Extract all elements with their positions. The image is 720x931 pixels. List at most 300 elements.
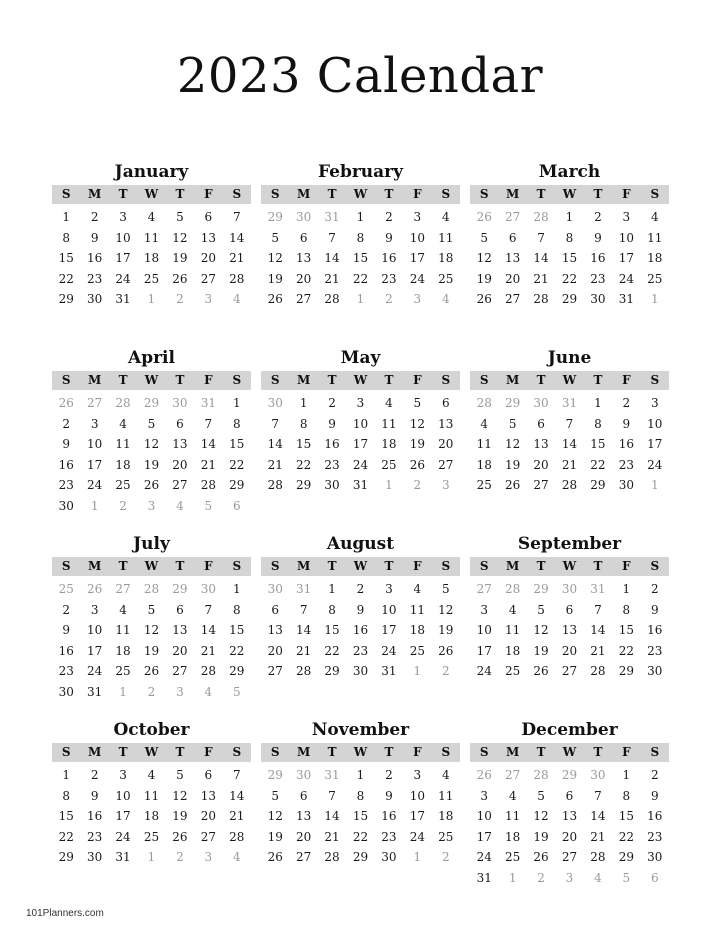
adjacent-month-day: 30: [267, 582, 283, 596]
day-cell: 18: [647, 251, 663, 265]
day-cell: 20: [172, 457, 188, 472]
day-cell: 6: [271, 602, 280, 617]
weekday-header: S: [650, 745, 660, 759]
day-cell: 2: [650, 768, 659, 782]
day-cell: 23: [86, 829, 103, 844]
day-cell: 4: [413, 582, 422, 596]
day-cell: 22: [590, 457, 606, 472]
day-cell: 11: [143, 230, 160, 245]
weekday-header: T: [593, 373, 603, 387]
adjacent-month-day: 31: [324, 768, 340, 782]
day-cell: 10: [476, 809, 492, 823]
day-cell: 6: [441, 396, 450, 410]
day-cell: 31: [476, 870, 492, 885]
weekday-header: W: [144, 373, 159, 387]
day-cell: 16: [381, 251, 397, 265]
day-cell: 11: [504, 623, 521, 637]
day-cell: 29: [229, 478, 245, 492]
day-cell: 28: [561, 478, 578, 492]
weekday-header: S: [270, 373, 280, 387]
day-cell: 23: [590, 271, 606, 286]
day-cell: 15: [324, 623, 340, 637]
weekday-header: S: [232, 559, 242, 573]
day-cell: 18: [504, 643, 521, 658]
day-cell: 31: [381, 664, 397, 678]
day-cell: 30: [590, 292, 606, 306]
weekday-header-row: [52, 557, 251, 576]
adjacent-month-day: 29: [561, 768, 578, 782]
weekday-header: T: [536, 745, 546, 759]
weekday-header: S: [479, 187, 489, 201]
day-cell: 14: [229, 230, 245, 245]
weekday-header: F: [204, 745, 213, 759]
adjacent-month-day: 31: [590, 582, 606, 596]
weekday-header: W: [144, 745, 159, 759]
day-cell: 22: [229, 457, 245, 472]
weekday-header: S: [61, 373, 71, 387]
day-cell: 1: [565, 210, 574, 224]
day-cell: 2: [62, 416, 71, 431]
month-name: July: [133, 534, 170, 554]
day-cell: 26: [267, 850, 283, 864]
day-cell: 23: [381, 271, 397, 286]
day-cell: 5: [176, 210, 184, 224]
weekday-header: F: [413, 745, 422, 759]
adjacent-month-day: 28: [504, 582, 521, 596]
weekday-header: W: [562, 559, 577, 573]
day-cell: 1: [594, 396, 602, 410]
day-cell: 6: [537, 416, 545, 431]
day-cell: 2: [650, 582, 659, 596]
month-name: June: [547, 348, 592, 368]
adjacent-month-day: 26: [58, 396, 74, 410]
day-cell: 7: [271, 416, 280, 431]
day-cell: 12: [504, 437, 521, 451]
adjacent-month-day: 25: [58, 582, 74, 596]
day-cell: 9: [385, 230, 393, 245]
day-cell: 1: [62, 210, 71, 224]
day-cell: 22: [58, 271, 74, 286]
day-cell: 15: [352, 809, 369, 823]
day-cell: 5: [271, 230, 280, 245]
adjacent-month-day: 27: [504, 768, 521, 782]
day-cell: 30: [647, 664, 663, 678]
day-cell: 8: [622, 602, 631, 617]
day-grid: [52, 393, 251, 516]
adjacent-month-day: 30: [295, 210, 312, 224]
day-cell: 17: [409, 251, 425, 265]
day-cell: 12: [438, 602, 454, 617]
weekday-header: S: [441, 745, 451, 759]
day-cell: 15: [352, 251, 369, 265]
day-cell: 6: [299, 230, 308, 245]
weekday-header: M: [296, 745, 311, 759]
day-cell: 8: [232, 602, 241, 617]
month-april: [52, 346, 251, 532]
day-cell: 13: [561, 809, 578, 823]
adjacent-month-day: 30: [200, 582, 216, 596]
weekday-header-row: [261, 371, 460, 390]
weekday-header: T: [384, 745, 394, 759]
weekday-header: W: [144, 187, 159, 201]
day-cell: 6: [176, 416, 184, 431]
day-cell: 25: [504, 850, 521, 864]
day-cell: 4: [119, 602, 127, 617]
day-cell: 5: [537, 602, 545, 617]
day-cell: 26: [172, 829, 188, 844]
month-august: [261, 532, 460, 718]
day-grid: [470, 393, 669, 496]
day-cell: 3: [119, 768, 127, 782]
day-cell: 1: [62, 768, 71, 782]
day-cell: 26: [438, 643, 454, 658]
weekday-header: S: [441, 373, 451, 387]
day-cell: 8: [62, 788, 71, 803]
footer-credit: 101Planners.com: [26, 908, 104, 919]
weekday-header: M: [87, 745, 102, 759]
day-cell: 25: [143, 829, 160, 844]
day-cell: 2: [90, 768, 99, 782]
day-cell: 18: [115, 457, 131, 472]
day-cell: 15: [58, 251, 74, 265]
adjacent-month-day: 2: [385, 292, 393, 306]
month-september: [470, 532, 669, 718]
day-cell: 31: [115, 850, 131, 864]
day-cell: 25: [647, 271, 663, 286]
day-cell: 25: [381, 457, 397, 472]
day-cell: 14: [324, 809, 340, 823]
day-cell: 3: [90, 602, 99, 617]
day-cell: 4: [147, 768, 156, 782]
adjacent-month-day: 4: [441, 292, 450, 306]
day-cell: 19: [143, 457, 160, 472]
day-cell: 2: [385, 210, 393, 224]
weekday-header: T: [327, 559, 337, 573]
day-cell: 29: [324, 664, 340, 678]
day-cell: 21: [267, 457, 283, 472]
adjacent-month-day: 2: [119, 498, 127, 513]
weekday-header: T: [118, 187, 128, 201]
weekday-header: W: [353, 373, 368, 387]
adjacent-month-day: 30: [590, 768, 606, 782]
day-cell: 3: [622, 210, 631, 224]
day-cell: 7: [232, 210, 241, 224]
weekday-header: M: [296, 373, 311, 387]
day-cell: 19: [476, 271, 492, 286]
adjacent-month-day: 3: [565, 870, 574, 885]
day-cell: 5: [147, 416, 156, 431]
day-cell: 17: [115, 809, 131, 823]
day-cell: 17: [647, 437, 663, 451]
day-cell: 17: [476, 643, 492, 658]
day-cell: 26: [143, 664, 160, 678]
day-cell: 12: [267, 809, 283, 823]
adjacent-month-day: 6: [232, 498, 241, 513]
adjacent-month-day: 26: [476, 210, 492, 224]
day-cell: 24: [647, 457, 663, 472]
month-january: [52, 160, 251, 346]
day-cell: 9: [385, 788, 393, 803]
day-cell: 24: [409, 829, 425, 844]
day-cell: 14: [295, 623, 312, 637]
day-cell: 16: [58, 457, 74, 472]
adjacent-month-day: 2: [537, 870, 545, 885]
day-cell: 26: [143, 478, 160, 492]
day-cell: 12: [533, 623, 549, 637]
day-cell: 30: [86, 292, 103, 306]
adjacent-month-day: 1: [413, 664, 422, 678]
adjacent-month-day: 1: [90, 498, 99, 513]
adjacent-month-day: 30: [295, 768, 312, 782]
day-cell: 16: [324, 437, 340, 451]
day-cell: 27: [295, 292, 312, 306]
day-cell: 8: [594, 416, 602, 431]
adjacent-month-day: 1: [356, 292, 365, 306]
weekday-header: T: [175, 373, 185, 387]
day-cell: 26: [409, 457, 425, 472]
weekday-header-row: [261, 743, 460, 762]
day-cell: 20: [267, 643, 283, 658]
day-cell: 8: [622, 788, 631, 803]
day-cell: 7: [594, 602, 602, 617]
day-cell: 25: [438, 271, 454, 286]
day-cell: 29: [352, 850, 369, 864]
weekday-header-row: [470, 743, 669, 762]
weekday-header: S: [270, 559, 280, 573]
adjacent-month-day: 3: [413, 292, 422, 306]
day-cell: 15: [590, 437, 606, 451]
weekday-header: F: [622, 745, 631, 759]
day-cell: 21: [590, 829, 606, 844]
day-cell: 1: [299, 396, 308, 410]
weekday-header: F: [622, 187, 631, 201]
weekday-header: F: [204, 187, 213, 201]
day-cell: 30: [58, 684, 74, 699]
day-cell: 11: [143, 788, 160, 803]
day-cell: 29: [58, 850, 74, 864]
day-cell: 10: [409, 230, 425, 245]
weekday-header-row: [52, 185, 251, 204]
day-grid: [261, 393, 460, 496]
day-cell: 17: [476, 829, 492, 844]
weekday-header: S: [650, 187, 660, 201]
day-cell: 5: [508, 416, 517, 431]
day-cell: 7: [328, 788, 336, 803]
day-cell: 3: [413, 210, 422, 224]
page-title: 2023 Calendar: [176, 48, 544, 104]
weekday-header: F: [204, 559, 213, 573]
day-cell: 21: [295, 643, 312, 658]
day-cell: 24: [476, 850, 492, 864]
day-cell: 3: [413, 768, 422, 782]
day-cell: 10: [115, 230, 131, 245]
day-cell: 19: [504, 457, 521, 472]
adjacent-month-day: 27: [476, 582, 492, 596]
day-cell: 3: [356, 396, 365, 410]
day-cell: 28: [324, 850, 340, 864]
day-cell: 5: [176, 768, 184, 782]
day-grid: [470, 579, 669, 682]
day-cell: 23: [352, 643, 369, 658]
day-cell: 5: [271, 788, 280, 803]
day-cell: 30: [647, 850, 663, 864]
weekday-header: T: [118, 745, 128, 759]
weekday-header: S: [479, 559, 489, 573]
weekday-header: W: [353, 745, 368, 759]
weekday-header: S: [479, 373, 489, 387]
day-cell: 9: [650, 788, 659, 803]
day-cell: 12: [143, 437, 160, 451]
adjacent-month-day: 28: [143, 582, 160, 596]
adjacent-month-day: 2: [176, 292, 184, 306]
day-cell: 6: [299, 788, 308, 803]
day-cell: 15: [229, 437, 245, 451]
day-cell: 1: [232, 396, 241, 410]
adjacent-month-day: 4: [232, 850, 241, 864]
day-cell: 11: [115, 623, 131, 637]
day-cell: 30: [324, 478, 340, 492]
weekday-header-row: [261, 185, 460, 204]
adjacent-month-day: 29: [267, 210, 283, 224]
day-cell: 18: [438, 809, 454, 823]
adjacent-month-day: 4: [232, 292, 241, 306]
day-cell: 9: [328, 416, 336, 431]
day-cell: 22: [58, 829, 74, 844]
weekday-header: M: [87, 559, 102, 573]
adjacent-month-day: 1: [413, 850, 422, 864]
day-cell: 27: [172, 478, 188, 492]
day-cell: 16: [381, 809, 397, 823]
day-cell: 14: [200, 623, 216, 637]
day-cell: 10: [409, 788, 425, 803]
day-cell: 3: [480, 602, 489, 617]
day-cell: 7: [232, 768, 241, 782]
day-cell: 24: [352, 457, 369, 472]
day-cell: 17: [115, 251, 131, 265]
day-cell: 20: [295, 271, 312, 286]
day-cell: 14: [229, 788, 245, 803]
day-cell: 13: [438, 416, 454, 431]
weekday-header: S: [232, 745, 242, 759]
day-cell: 10: [618, 230, 634, 245]
day-cell: 3: [385, 582, 393, 596]
day-cell: 17: [86, 643, 103, 658]
day-cell: 11: [381, 416, 397, 431]
adjacent-month-day: 29: [504, 396, 521, 410]
weekday-header: S: [61, 559, 71, 573]
weekday-header-row: [470, 371, 669, 390]
day-cell: 23: [381, 829, 397, 844]
weekday-header: T: [593, 187, 603, 201]
day-cell: 6: [204, 210, 213, 224]
day-cell: 29: [590, 478, 606, 492]
day-cell: 13: [267, 623, 283, 637]
day-cell: 14: [200, 437, 216, 451]
day-cell: 27: [200, 829, 216, 844]
adjacent-month-day: 1: [508, 870, 517, 885]
day-cell: 21: [200, 643, 216, 658]
day-cell: 20: [561, 829, 578, 844]
month-name: January: [114, 162, 189, 182]
month-name: April: [128, 348, 175, 368]
month-name: March: [538, 162, 601, 182]
month-name: May: [340, 348, 381, 368]
day-cell: 3: [119, 210, 127, 224]
day-cell: 16: [86, 809, 103, 823]
weekday-header: T: [327, 187, 337, 201]
adjacent-month-day: 5: [204, 498, 213, 513]
day-cell: 10: [352, 416, 369, 431]
day-cell: 30: [381, 850, 397, 864]
day-cell: 27: [172, 664, 188, 678]
day-cell: 26: [267, 292, 283, 306]
weekday-header: W: [353, 187, 368, 201]
adjacent-month-day: 2: [147, 684, 156, 699]
day-cell: 28: [200, 478, 216, 492]
weekday-header-row: [261, 557, 460, 576]
day-cell: 18: [381, 437, 397, 451]
day-cell: 9: [62, 623, 71, 637]
day-cell: 21: [229, 251, 245, 265]
adjacent-month-day: 2: [441, 850, 450, 864]
day-cell: 15: [561, 251, 578, 265]
day-grid: [52, 207, 251, 310]
month-name: February: [317, 162, 403, 182]
month-march: [470, 160, 669, 346]
adjacent-month-day: 3: [441, 478, 450, 492]
day-cell: 8: [299, 416, 308, 431]
weekday-header: S: [232, 187, 242, 201]
weekday-header: T: [593, 559, 603, 573]
weekday-header: W: [562, 373, 577, 387]
weekday-header: T: [118, 373, 128, 387]
adjacent-month-day: 6: [650, 870, 659, 885]
day-cell: 11: [115, 437, 131, 451]
adjacent-month-day: 27: [115, 582, 131, 596]
day-cell: 16: [86, 251, 103, 265]
weekday-header: M: [87, 373, 102, 387]
adjacent-month-day: 28: [533, 768, 549, 782]
day-cell: 17: [618, 251, 634, 265]
day-cell: 12: [267, 251, 283, 265]
day-cell: 21: [200, 457, 216, 472]
month-july: [52, 532, 251, 718]
day-grid: [470, 765, 669, 888]
weekday-header: M: [505, 559, 520, 573]
weekday-header: T: [384, 559, 394, 573]
day-cell: 28: [295, 664, 312, 678]
weekday-header: T: [175, 559, 185, 573]
day-cell: 20: [504, 271, 521, 286]
day-cell: 4: [508, 602, 517, 617]
day-cell: 14: [590, 809, 606, 823]
day-cell: 4: [650, 210, 659, 224]
adjacent-month-day: 4: [176, 498, 184, 513]
day-cell: 16: [647, 809, 663, 823]
day-grid: [261, 207, 460, 310]
day-cell: 10: [86, 437, 103, 451]
weekday-header: F: [622, 373, 631, 387]
weekday-header: S: [270, 745, 280, 759]
day-cell: 19: [172, 809, 188, 823]
day-cell: 28: [267, 478, 283, 492]
adjacent-month-day: 1: [385, 478, 393, 492]
weekday-header: F: [622, 559, 631, 573]
day-cell: 20: [200, 809, 216, 823]
day-cell: 13: [533, 437, 549, 451]
day-cell: 19: [409, 437, 425, 451]
day-cell: 10: [86, 623, 103, 637]
